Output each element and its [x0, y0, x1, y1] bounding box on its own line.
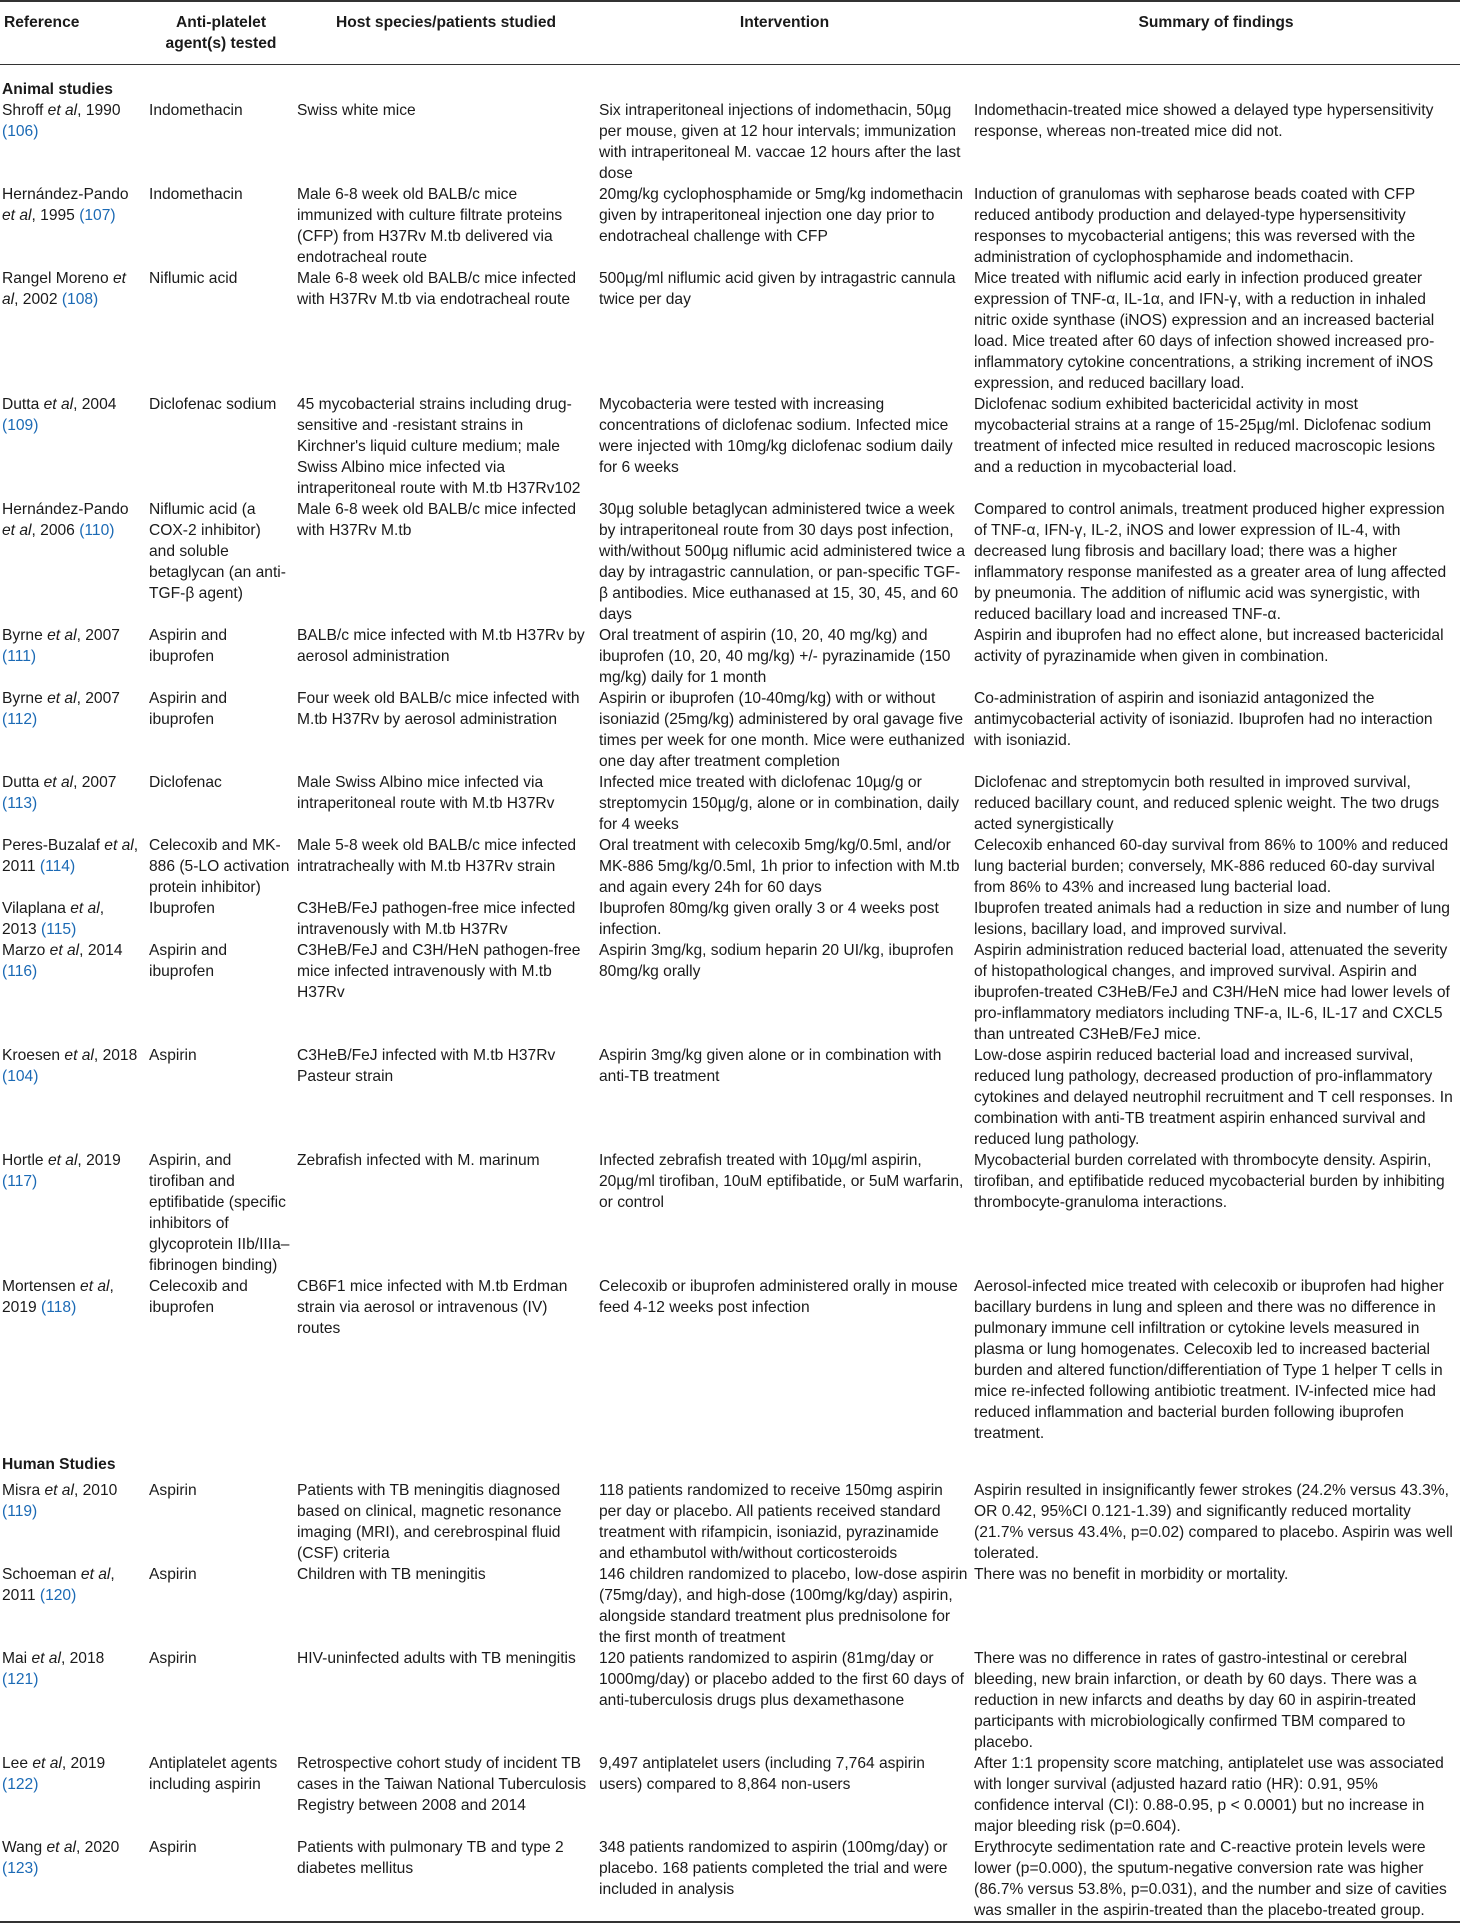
reference-cell — [0, 1150, 147, 1276]
findings-cell: Aspirin and ibuprofen had no effect alone, but increased bactericidal activity of pyrazinamide when given in combination. — [974, 627, 1444, 665]
reference-author: Dutta — [2, 774, 44, 791]
reference-number-link[interactable]: (116) — [2, 963, 38, 980]
reference-etal: et al — [31, 1650, 61, 1667]
agent-cell: Aspirin and ibuprofen — [149, 690, 228, 728]
reference-year: , 2011 — [2, 837, 139, 875]
reference-year: , 2007 — [76, 690, 120, 707]
reference-year: , 2019 — [2, 1278, 114, 1316]
reference-number-link[interactable]: (113) — [2, 795, 38, 812]
reference-author: Byrne — [2, 690, 48, 707]
reference-author: Misra — [2, 1482, 45, 1499]
reference-cell — [0, 1648, 147, 1753]
reference-author: Kroesen — [2, 1047, 65, 1064]
host-cell: Male 6-8 week old BALB/c mice immunized with culture filtrate proteins (CFP) from H37Rv M.tb delivered via endotracheal route — [297, 186, 563, 266]
reference-year: , 2018 — [60, 1650, 105, 1667]
findings-cell: Ibuprofen treated animals had a reduction in size and number of lung lesions, bacillary load, and improved survival. — [974, 900, 1450, 938]
reference-author: Lee — [2, 1755, 33, 1772]
reference-etal: et al — [2, 522, 32, 539]
host-cell: C3HeB/FeJ infected with M.tb H37Rv Pasteur strain — [297, 1047, 556, 1085]
reference-etal: et al — [32, 1755, 62, 1772]
host-cell: Patients with TB meningitis diagnosed based on clinical, magnetic resonance imaging (MRI), and cerebrospinal fluid (CSF) criteria — [297, 1482, 562, 1562]
intervention-cell: Aspirin 3mg/kg, sodium heparin 20 UI/kg, ibuprofen 80mg/kg orally — [599, 942, 954, 980]
agent-cell: Aspirin — [147, 1837, 295, 1922]
intervention-cell: 118 patients randomized to receive 150mg aspirin per day or placebo. All patients received standard treatment with rifampicin, isoniazid, pyrazinamide and ethambutol with/without corticosteroids — [599, 1482, 943, 1562]
intervention-cell: Aspirin 3mg/kg given alone or in combination with anti-TB treatment — [599, 1047, 942, 1085]
reference-author: Rangel Moreno — [2, 270, 113, 287]
header-reference: Reference — [0, 1, 147, 65]
host-cell: BALB/c mice infected with M.tb H37Rv by aerosol administration — [297, 627, 585, 665]
reference-year: , 2014 — [79, 942, 123, 959]
reference-cell — [0, 184, 147, 268]
intervention-cell: 146 children randomized to placebo, low-dose aspirin (75mg/day), and high-dose (100mg/kg/day) aspirin, alongside standard treatment plus prednisolone for the first month of treatment — [599, 1566, 968, 1646]
agent-cell: Niflumic acid (a COX-2 inhibitor) and soluble betaglycan (an anti-TGF-β agent) — [149, 501, 286, 602]
reference-cell — [0, 1837, 147, 1922]
agent-cell: Niflumic acid — [149, 270, 238, 287]
reference-cell — [0, 898, 147, 940]
table-row — [0, 1480, 1460, 1564]
intervention-cell: Mycobacteria were tested with increasing concentrations of diclofenac sodium. Infected mice were injected with 10mg/kg diclofenac sodium daily for 6 weeks — [599, 396, 953, 476]
reference-etal: et al — [44, 1482, 74, 1499]
reference-etal: et al — [64, 1047, 94, 1064]
reference-cell — [0, 625, 147, 688]
reference-cell — [0, 1045, 147, 1150]
findings-cell: Indomethacin-treated mice showed a delayed type hypersensitivity response, whereas non-treated mice did not. — [974, 102, 1434, 140]
host-cell: HIV-uninfected adults with TB meningitis — [297, 1650, 576, 1667]
reference-number-link[interactable]: (112) — [2, 711, 38, 728]
reference-year: , 2018 — [93, 1047, 138, 1064]
intervention-cell: 30µg soluble betaglycan administered twice a week by intraperitoneal route from 30 days post infection, with/without 500µg niflumic acid administered twice a day by intragastric cannulation, or pan-specific TGF-β antibodies. Mice euthanased at 15, 30, 45, and 60 days — [599, 501, 966, 623]
findings-cell: Aspirin resulted in insignificantly fewer strokes (24.2% versus 43.3%, OR 0.42, 95%CI 0.121-1.39) and significantly reduced mortality (21.7% versus 43.4%, p=0.02) compared to placebo. Aspirin was well tolerated. — [974, 1482, 1453, 1562]
findings-cell: After 1:1 propensity score matching, antiplatelet use was associated with longer survival (adjusted hazard ratio (HR): 0.91, 95% confidence interval (CI): 0.88-0.95, p < 0.0001) but no increase in major bleeding risk (p=0.604). — [974, 1755, 1444, 1835]
table-row — [0, 835, 1460, 898]
table-row — [0, 625, 1460, 688]
header-row — [0, 1, 1460, 65]
table-row — [0, 1648, 1460, 1753]
table-row — [0, 268, 1460, 394]
reference-year: , 2006 — [31, 522, 75, 539]
reference-etal: et al — [2, 270, 126, 308]
reference-number-link[interactable]: (109) — [2, 417, 39, 434]
reference-number-link[interactable]: (118) — [41, 1299, 77, 1316]
host-cell: Male Swiss Albino mice infected via intraperitoneal route with M.tb H37Rv — [297, 774, 555, 812]
header-findings: Summary of findings — [972, 1, 1460, 65]
reference-cell — [0, 1480, 147, 1564]
reference-number-link[interactable]: (119) — [2, 1503, 38, 1520]
reference-author: Hortle — [2, 1152, 48, 1169]
intervention-cell: 9,497 antiplatelet users (including 7,764 aspirin users) compared to 8,864 non-users — [599, 1755, 925, 1793]
section-animal-row — [0, 65, 1460, 101]
reference-etal: et al — [47, 1152, 78, 1169]
host-cell: Male 6-8 week old BALB/c mice infected with H37Rv M.tb via endotracheal route — [297, 270, 577, 308]
reference-number-link[interactable]: (106) — [2, 123, 39, 140]
table-row — [0, 394, 1460, 499]
host-cell: Swiss white mice — [297, 102, 416, 119]
table-row — [0, 1837, 1460, 1922]
reference-cell — [0, 835, 147, 898]
host-cell: Four week old BALB/c mice infected with M.tb H37Rv by aerosol administration — [297, 690, 580, 728]
findings-cell: There was no difference in rates of gastro-intestinal or cerebral bleeding, new brain infarction, or death by 60 days. There was a reduction in new infarcts and deaths by day 60 in aspirin-treated participants with microbiologically confirmed TBM compared to placebo. — [974, 1650, 1417, 1751]
agent-cell: Diclofenac — [149, 774, 222, 791]
reference-author: Hernández-Pando — [2, 501, 129, 518]
reference-etal: et al — [43, 774, 74, 791]
findings-cell: Erythrocyte sedimentation rate and C-reactive protein levels were lower (p=0.000), the sputum-negative conversion rate was higher (86.7% versus 53.8%, p=0.031), and the number and size of cavities was smaller in the aspirin-treated than the placebo-treated group. — [972, 1837, 1460, 1922]
host-cell: Zebrafish infected with M. marinum — [297, 1152, 540, 1169]
findings-cell: Aspirin administration reduced bacterial load, attenuated the severity of histopathological changes, and improved survival. Aspirin and ibuprofen-treated C3HeB/FeJ and C3H/HeN mice had lower levels of pro-inflammatory mediators including TNF-a, IL-6, IL-17 and CXCL5 than untreated C3HeB/FeJ mice. — [974, 942, 1450, 1043]
reference-etal: et al — [47, 627, 77, 644]
reference-year: , 2004 — [73, 396, 117, 413]
table-row — [0, 898, 1460, 940]
agent-cell: Aspirin — [149, 1482, 197, 1499]
table-row — [0, 1753, 1460, 1837]
table-row — [0, 1276, 1460, 1444]
findings-cell: Diclofenac and streptomycin both resulted in improved survival, reduced bacillary count, and reduced splenic weight. The two drugs acted synergistically — [974, 774, 1440, 833]
reference-etal: et al — [2, 207, 32, 224]
agent-cell: Indomethacin — [149, 186, 243, 203]
findings-cell: Compared to control animals, treatment produced higher expression of TNF-α, IFN-γ, IL-2, iNOS and lower expression of IL-4, with decreased lung fibrosis and bacillary load; there was a higher inflammatory response manifested as a greater area of lung affected by pneumonia. The addition of niflumic acid was synergistic, with reduced bacillary load and increased TNF-α. — [974, 501, 1447, 623]
table-row — [0, 688, 1460, 772]
host-cell: Retrospective cohort study of incident TB cases in the Taiwan National Tuberculosis Registry between 2008 and 2014 — [297, 1755, 587, 1814]
section-human-row — [0, 1444, 1460, 1480]
intervention-cell: Celecoxib or ibuprofen administered orally in mouse feed 4-12 weeks post infection — [599, 1278, 958, 1316]
table-row — [0, 499, 1460, 625]
reference-number-link[interactable]: (122) — [2, 1776, 39, 1793]
reference-author: Peres-Buzalaf — [2, 837, 105, 854]
findings-cell: Co-administration of aspirin and isoniazid antagonized the antimycobacterial activity of isoniazid. Ibuprofen had no interaction with isoniazid. — [974, 690, 1433, 749]
reference-year: , 2013 — [2, 900, 105, 938]
agent-cell: Aspirin and ibuprofen — [149, 627, 228, 665]
host-cell: CB6F1 mice infected with M.tb Erdman strain via aerosol or intravenous (IV) routes — [297, 1278, 568, 1337]
reference-author: Byrne — [2, 627, 48, 644]
reference-author: Wang — [2, 1839, 47, 1856]
reference-author: Schoeman — [2, 1566, 81, 1583]
reference-year: , 2007 — [76, 627, 120, 644]
findings-cell: Induction of granulomas with sepharose beads coated with CFP reduced antibody production and delayed-type hypersensitivity responses to mycobacterial antigens; this was reversed with the administration of cyclophosphamide and indomethacin. — [974, 186, 1416, 266]
reference-etal: et al — [47, 690, 77, 707]
agent-cell: Antiplatelet agents including aspirin — [149, 1755, 278, 1793]
intervention-cell: Oral treatment with celecoxib 5mg/kg/0.5ml, and/or MK-886 5mg/kg/0.5ml, 1h prior to infection with M.tb and again every 24h for 60 days — [599, 837, 960, 896]
findings-cell: Celecoxib enhanced 60-day survival from 86% to 100% and reduced lung bacterial burden; conversely, MK-886 reduced 60-day survival from 86% to 43% and increased lung bacterial load. — [974, 837, 1449, 896]
agent-cell: Aspirin — [149, 1650, 197, 1667]
reference-number-link[interactable]: (110) — [79, 522, 115, 539]
intervention-cell: Oral treatment of aspirin (10, 20, 40 mg/kg) and ibuprofen (10, 20, 40 mg/kg) +/- pyrazinamide (150 mg/kg) daily for 1 month — [599, 627, 951, 686]
agent-cell: Aspirin — [149, 1566, 197, 1583]
intervention-cell: 20mg/kg cyclophosphamide or 5mg/kg indomethacin given by intraperitoneal injection one day prior to endotracheal challenge with CFP — [599, 186, 964, 245]
reference-number-link[interactable]: (107) — [79, 207, 116, 224]
reference-etal: et al — [46, 1839, 76, 1856]
reference-author: Shroff — [2, 102, 48, 119]
host-cell: Children with TB meningitis — [297, 1566, 486, 1583]
reference-author: Vilaplana — [2, 900, 71, 917]
reference-etal: et al — [43, 396, 74, 413]
reference-number-link[interactable]: (120) — [39, 1587, 77, 1604]
agent-cell: Aspirin — [149, 1047, 197, 1064]
findings-cell: Aerosol-infected mice treated with celecoxib or ibuprofen had higher bacillary burdens in lung and spleen and there was no difference in pulmonary immune cell infiltration or cytokine levels measured in plasma or lung homogenates. Celecoxib led to increased bacterial burden and altered function/differentiation of Type 1 helper T cells in mice re-infected following antibiotic treatment. IV-infected mice had reduced inflammation and bacterial burden following ibuprofen treatment. — [974, 1278, 1444, 1442]
agent-cell: Diclofenac sodium — [149, 396, 277, 413]
reference-year: , 2020 — [75, 1839, 120, 1856]
findings-cell: Mycobacterial burden correlated with thrombocyte density. Aspirin, tirofiban, and eptifibatide reduced mycobacterial burden by inhibiting thrombocyte-granuloma interactions. — [974, 1152, 1445, 1211]
host-cell: Male 6-8 week old BALB/c mice infected with H37Rv M.tb — [297, 501, 577, 539]
reference-cell — [0, 940, 147, 1045]
intervention-cell: 500µg/ml niflumic acid given by intragastric cannula twice per day — [599, 270, 956, 308]
reference-year: , 1990 — [77, 102, 121, 119]
reference-cell — [0, 268, 147, 394]
reference-year: , 2011 — [2, 1566, 115, 1604]
reference-author: Mortensen — [2, 1278, 81, 1295]
reference-cell — [0, 1753, 147, 1837]
reference-cell — [0, 394, 147, 499]
table-row — [0, 940, 1460, 1045]
reference-year: , 2002 — [14, 291, 58, 308]
table-row — [0, 1564, 1460, 1648]
host-cell: 45 mycobacterial strains including drug-sensitive and -resistant strains in Kirchner's liquid culture medium; male Swiss Albino mice infected via intraperitoneal route with M.tb H37Rv102 — [297, 396, 581, 497]
reference-etal: et al — [80, 1278, 110, 1295]
agent-cell: Ibuprofen — [149, 900, 215, 917]
intervention-cell: Six intraperitoneal injections of indomethacin, 50µg per mouse, given at 12 hour intervals; immunization with intraperitoneal M. vaccae 12 hours after the last dose — [599, 102, 961, 182]
intervention-cell: 120 patients randomized to aspirin (81mg/day or 1000mg/day) or placebo added to the first 60 days of anti-tuberculosis drugs plus dexamethasone — [599, 1650, 964, 1709]
table-row — [0, 100, 1460, 184]
agent-cell: Celecoxib and MK-886 (5-LO activation protein inhibitor) — [149, 837, 290, 896]
reference-etal: et al — [80, 1566, 111, 1583]
intervention-cell: Ibuprofen 80mg/kg given orally 3 or 4 weeks post infection. — [599, 900, 939, 938]
host-cell: C3HeB/FeJ and C3H/HeN pathogen-free mice infected intravenously with M.tb H37Rv — [297, 942, 581, 1001]
reference-number-link[interactable]: (121) — [2, 1671, 39, 1688]
intervention-cell: Infected zebrafish treated with 10µg/ml aspirin, 20µg/ml tirofiban, 10uM eptifibatide, or 5uM warfarin, or control — [599, 1152, 964, 1211]
table-row — [0, 184, 1460, 268]
reference-cell — [0, 688, 147, 772]
reference-cell — [0, 772, 147, 835]
host-cell: C3HeB/FeJ pathogen-free mice infected intravenously with M.tb H37Rv — [297, 900, 576, 938]
reference-cell — [0, 499, 147, 625]
agent-cell: Celecoxib and ibuprofen — [149, 1278, 248, 1316]
intervention-cell: Infected mice treated with diclofenac 10µg/g or streptomycin 150µg/g, alone or in combination, daily for 4 weeks — [599, 774, 960, 833]
reference-number-link[interactable]: (104) — [2, 1068, 39, 1085]
table-row — [0, 772, 1460, 835]
reference-number-link[interactable]: (115) — [41, 921, 77, 938]
reference-etal: et al — [70, 900, 100, 917]
reference-etal: et al — [104, 837, 134, 854]
section-human-label: Human Studies — [2, 1456, 116, 1473]
reference-author: Marzo — [2, 942, 50, 959]
host-cell: Patients with pulmonary TB and type 2 diabetes mellitus — [295, 1837, 597, 1922]
header-host: Host species/patients studied — [295, 1, 597, 65]
host-cell: Male 5-8 week old BALB/c mice infected intratracheally with M.tb H37Rv strain — [297, 837, 577, 875]
findings-cell: Diclofenac sodium exhibited bactericidal activity in most mycobacterial strains at a range of 15-25µg/ml. Diclofenac sodium treatment of infected mice resulted in reduced macroscopic lesions and a reduction in mycobacterial load. — [974, 396, 1436, 476]
findings-cell: Low-dose aspirin reduced bacterial load and increased survival, reduced lung pathology, decreased production of pro-inflammatory cytokines and delayed neutrophil recruitment and T cell responses. In combination with anti-TB treatment aspirin enhanced survival and reduced lung pathology. — [974, 1047, 1453, 1148]
reference-year: , 2010 — [73, 1482, 118, 1499]
header-intervention: Intervention — [597, 1, 972, 65]
reference-cell — [0, 1564, 147, 1648]
reference-author: Mai — [2, 1650, 32, 1667]
reference-number-link[interactable]: (123) — [2, 1860, 39, 1877]
agent-cell: Aspirin and ibuprofen — [149, 942, 228, 980]
reference-year: , 2019 — [77, 1152, 121, 1169]
intervention-cell: Aspirin or ibuprofen (10-40mg/kg) with or without isoniazid (25mg/kg) administered by oral gavage five times per week for one month. Mice were euthanized one day after treatment completion — [599, 690, 965, 770]
reference-etal: et al — [49, 942, 80, 959]
reference-year: , 1995 — [31, 207, 75, 224]
reference-cell — [0, 100, 147, 184]
reference-cell — [0, 1276, 147, 1444]
section-animal-label: Animal studies — [2, 81, 113, 98]
agent-cell: Indomethacin — [149, 102, 243, 119]
header-agent: Anti-platelet agent(s) tested — [147, 1, 295, 65]
reference-number-link[interactable]: (117) — [2, 1173, 38, 1190]
reference-number-link[interactable]: (114) — [39, 858, 76, 875]
reference-author: Hernández-Pando — [2, 186, 129, 203]
agent-cell: Aspirin, and tirofiban and eptifibatide (specific inhibitors of glycoprotein IIb/IIIa–fibrinogen binding) — [149, 1152, 290, 1274]
reference-etal: et al — [47, 102, 78, 119]
reference-number-link[interactable]: (108) — [61, 291, 99, 308]
findings-cell: Mice treated with niflumic acid early in infection produced greater expression of TNF-α, IL-1α, and IFN-γ, with a reduction in inhaled nitric oxide synthase (iNOS) expression and an increased bacterial load. Mice treated after 60 days of infection showed increased pro-inflammatory cytokine concentrations, a striking increment of iNOS expression, and reduced bacillary load. — [974, 270, 1435, 392]
table-row — [0, 1045, 1460, 1150]
intervention-cell: 348 patients randomized to aspirin (100mg/day) or placebo. 168 patients completed the trial and were included in analysis — [597, 1837, 972, 1922]
reference-author: Dutta — [2, 396, 44, 413]
reference-number-link[interactable]: (111) — [2, 648, 37, 665]
reference-year: , 2007 — [73, 774, 117, 791]
reference-year: , 2019 — [61, 1755, 106, 1772]
table-row — [0, 1150, 1460, 1276]
findings-cell: There was no benefit in morbidity or mortality. — [974, 1566, 1289, 1583]
